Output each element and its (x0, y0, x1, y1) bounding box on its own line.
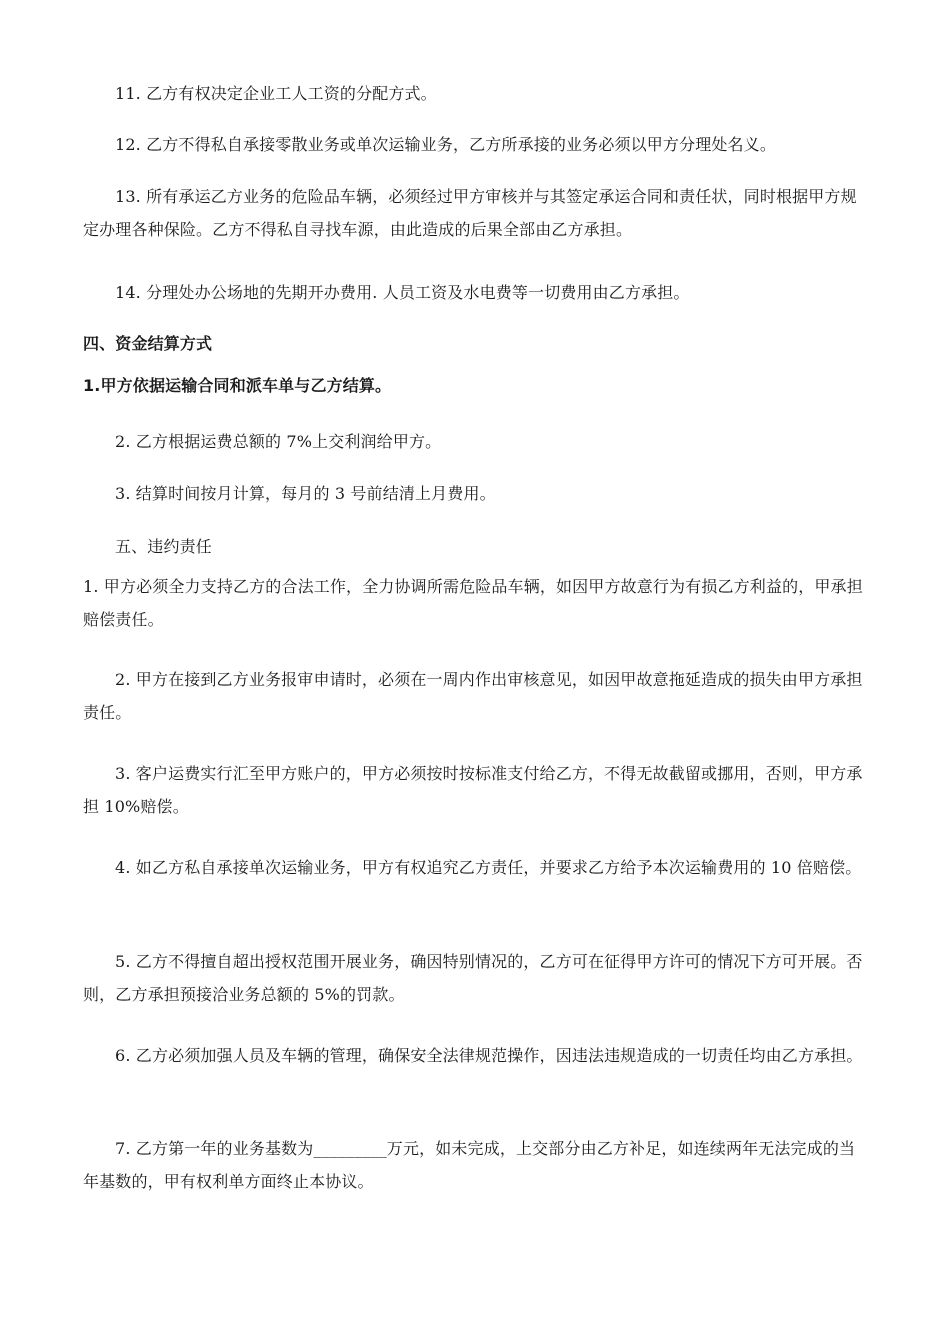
section-4-heading: 四、资金结算方式 (83, 334, 213, 353)
section-5-item-4: 4. 如乙方私自承接单次运输业务，甲方有权追究乙方责任，并要求乙方给予本次运输费用的 10 倍赔偿。 (115, 858, 862, 877)
section-5-item-2: 2. 甲方在接到乙方业务报审申请时，必须在一周内作出审核意见，如因甲故意拖延造成的损失由甲方承担责任。 (83, 670, 863, 722)
clause-11: 11. 乙方有权决定企业工人工资的分配方式。 (115, 84, 437, 103)
section-5-item-3: 3. 客户运费实行汇至甲方账户的，甲方必须按时按标准支付给乙方，不得无故截留或挪用，否则，甲方承担 10%赔偿。 (83, 764, 863, 816)
section-5-item-7: 7. 乙方第一年的业务基数为_________万元，如未完成，上交部分由乙方补足，如连续两年无法完成的当年基数的，甲有权利单方面终止本协议。 (83, 1139, 856, 1191)
section-5-item-6: 6. 乙方必须加强人员及车辆的管理，确保安全法律规范操作，因违法违规造成的一切责任均由乙方承担。 (115, 1046, 863, 1065)
section-5-heading: 五、违约责任 (115, 537, 212, 556)
section-5-item-5: 5. 乙方不得擅自超出授权范围开展业务，确因特别情况的，乙方可在征得甲方许可的情况下方可开展。否则，乙方承担预接洽业务总额的 5%的罚款。 (83, 952, 863, 1004)
clause-13: 13. 所有承运乙方业务的危险品车辆，必须经过甲方审核并与其签定承运合同和责任状，同时根据甲方规定办理各种保险。乙方不得私自寻找车源，由此造成的后果全部由乙方承担。 (83, 187, 857, 239)
clause-14: 14. 分理处办公场地的先期开办费用. 人员工资及水电费等一切费用由乙方承担。 (115, 283, 690, 302)
section-4-item-3: 3. 结算时间按月计算，每月的 3 号前结清上月费用。 (115, 484, 496, 503)
section-4-item-2: 2. 乙方根据运费总额的 7%上交利润给甲方。 (115, 432, 442, 451)
section-4-item-1: 1.甲方依据运输合同和派车单与乙方结算。 (83, 376, 392, 395)
clause-12: 12. 乙方不得私自承接零散业务或单次运输业务，乙方所承接的业务必须以甲方分理处名义。 (115, 135, 776, 154)
section-5-item-1: 1. 甲方必须全力支持乙方的合法工作，全力协调所需危险品车辆，如因甲方故意行为有损乙方利益的，甲承担赔偿责任。 (83, 577, 863, 629)
